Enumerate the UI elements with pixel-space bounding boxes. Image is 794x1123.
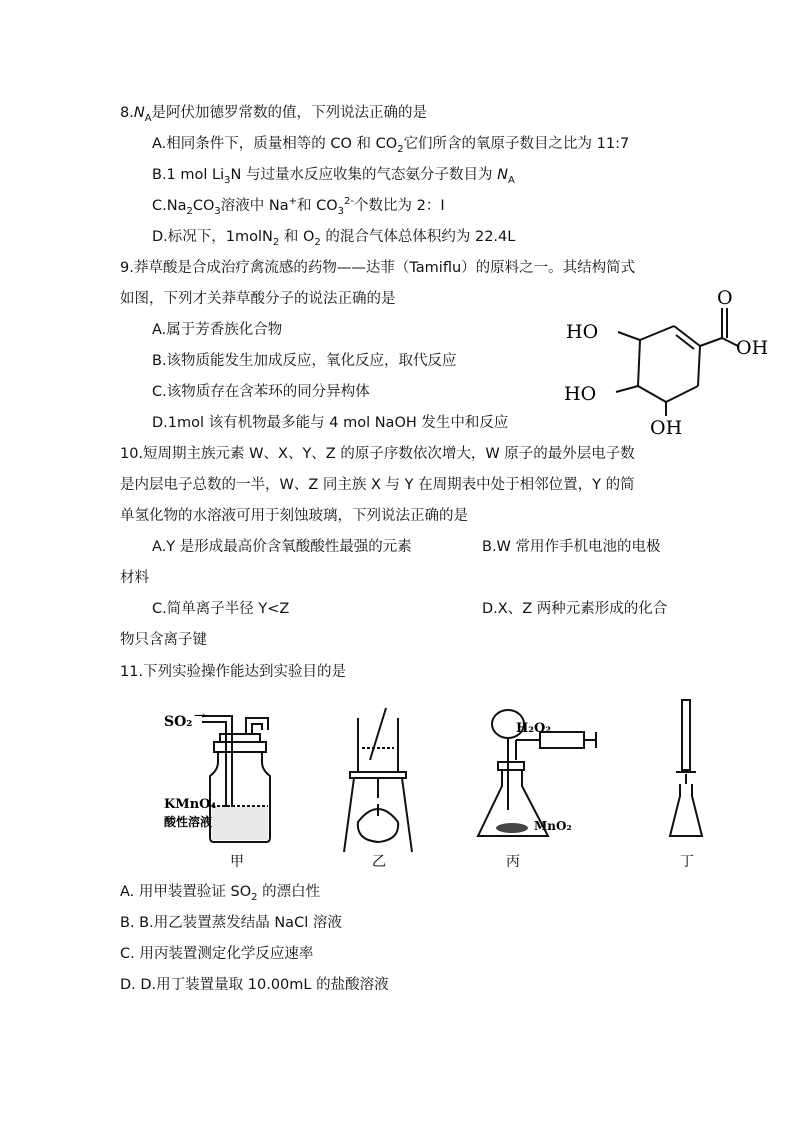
q8-stem: $8.N_A$是阿伏加德罗常数的值，下列说法正确的是 <box>120 105 428 124</box>
q8-option-b: B.1 mol $Li_3N$ 与过量水反应收集的气态氨分子数目为 $N_A$ <box>152 167 515 186</box>
apparatus-yi <box>344 708 412 852</box>
q9-option-c: C.该物质存在含苯环的同分异构体 <box>152 384 370 400</box>
q11-stem: 11.下列实验操作能达到实验目的是 <box>120 664 347 680</box>
q11-option-c: C. 用丙装置测定化学反应速率 <box>120 946 314 962</box>
q10-stem-line1: 10.短周期主族元素 W、X、Y、Z 的原子序数依次增大，W 原子的最外层电子数 <box>120 446 635 462</box>
arrow-right-icon: → <box>194 708 206 724</box>
carbonyl-o-label: O <box>717 287 733 309</box>
q10-option-a: A.Y 是形成最高价含氧酸酸性最强的元素 <box>152 539 412 555</box>
so2-label: SO₂ <box>164 714 193 730</box>
q10-option-b-line2: 材料 <box>120 570 149 586</box>
shikimic-acid-structure <box>560 287 769 439</box>
kmno4-label: KMnO₄ <box>164 797 217 812</box>
apparatus-ding <box>670 700 702 836</box>
label-ding: 丁 <box>680 854 694 870</box>
q10-stem-line3: 单氢化物的水溶液可用于刻蚀玻璃，下列说法正确的是 <box>120 508 468 524</box>
q11-option-b: B. B.用乙装置蒸发结晶 NaCl 溶液 <box>120 915 342 931</box>
q10-option-b-line1: B.W 常用作手机电池的电极 <box>482 539 661 555</box>
q8-option-d: D.标况下，1molN$_2$ 和 $O_2$ 的混合气体总体积约为 22.4L <box>152 229 516 248</box>
q9-option-a: A.属于芳香族化合物 <box>152 322 283 338</box>
oh-bottom-label: OH <box>650 417 683 439</box>
acidic-solution-label: 酸性溶液 <box>164 815 213 829</box>
jia-liquid <box>212 807 268 840</box>
q8-option-c: $C.Na_2CO_3$溶液中 Na+和 $CO_3^{2-}$个数比为 2：I <box>152 196 445 217</box>
q10-option-d-line2: 物只含离子键 <box>120 632 207 648</box>
q9-stem-line2: 如图，下列才关莽草酸分子的说法正确的是 <box>120 291 396 307</box>
q9-option-d: D.1mol 该有机物最多能与 4 mol NaOH 发生中和反应 <box>152 415 509 431</box>
mno2-label: MnO₂ <box>534 819 572 833</box>
mno2-solid <box>496 823 528 833</box>
ho-top-label: HO <box>566 321 599 343</box>
q10-option-d-line1: D.X、Z 两种元素形成的化合 <box>482 601 668 617</box>
ho-left-label: HO <box>564 383 597 405</box>
q10-option-c: C.简单离子半径 Y<Z <box>152 601 290 617</box>
label-bing: 丙 <box>506 854 520 870</box>
acid-oh-label: OH <box>736 337 769 359</box>
q9-stem-line1: 9.莽草酸是合成治疗禽流感的药物——达菲（Tamiflu）的原料之一。其结构简式 <box>120 260 636 276</box>
q11-option-d: D. D.用丁装置量取 10.00mL 的盐酸溶液 <box>120 977 389 993</box>
h2o2-label: H₂O₂ <box>516 721 551 736</box>
label-yi: 乙 <box>372 854 386 870</box>
q11-option-a: A. 用甲装置验证 $SO_2$ 的漂白性 <box>120 884 321 903</box>
q9-option-b: B.该物质能发生加成反应，氧化反应，取代反应 <box>152 353 457 369</box>
q8-option-a: A.相同条件下，质量相等的 CO 和 $CO_2$它们所含的氧原子数目之比为 11:7 <box>152 136 630 155</box>
q10-stem-line2: 是内层电子总数的一半，W、Z 同主族 X 与 Y 在周期表中处于相邻位置，Y 的简 <box>120 477 635 493</box>
apparatus-figure <box>160 700 720 870</box>
label-jia: 甲 <box>230 854 244 870</box>
